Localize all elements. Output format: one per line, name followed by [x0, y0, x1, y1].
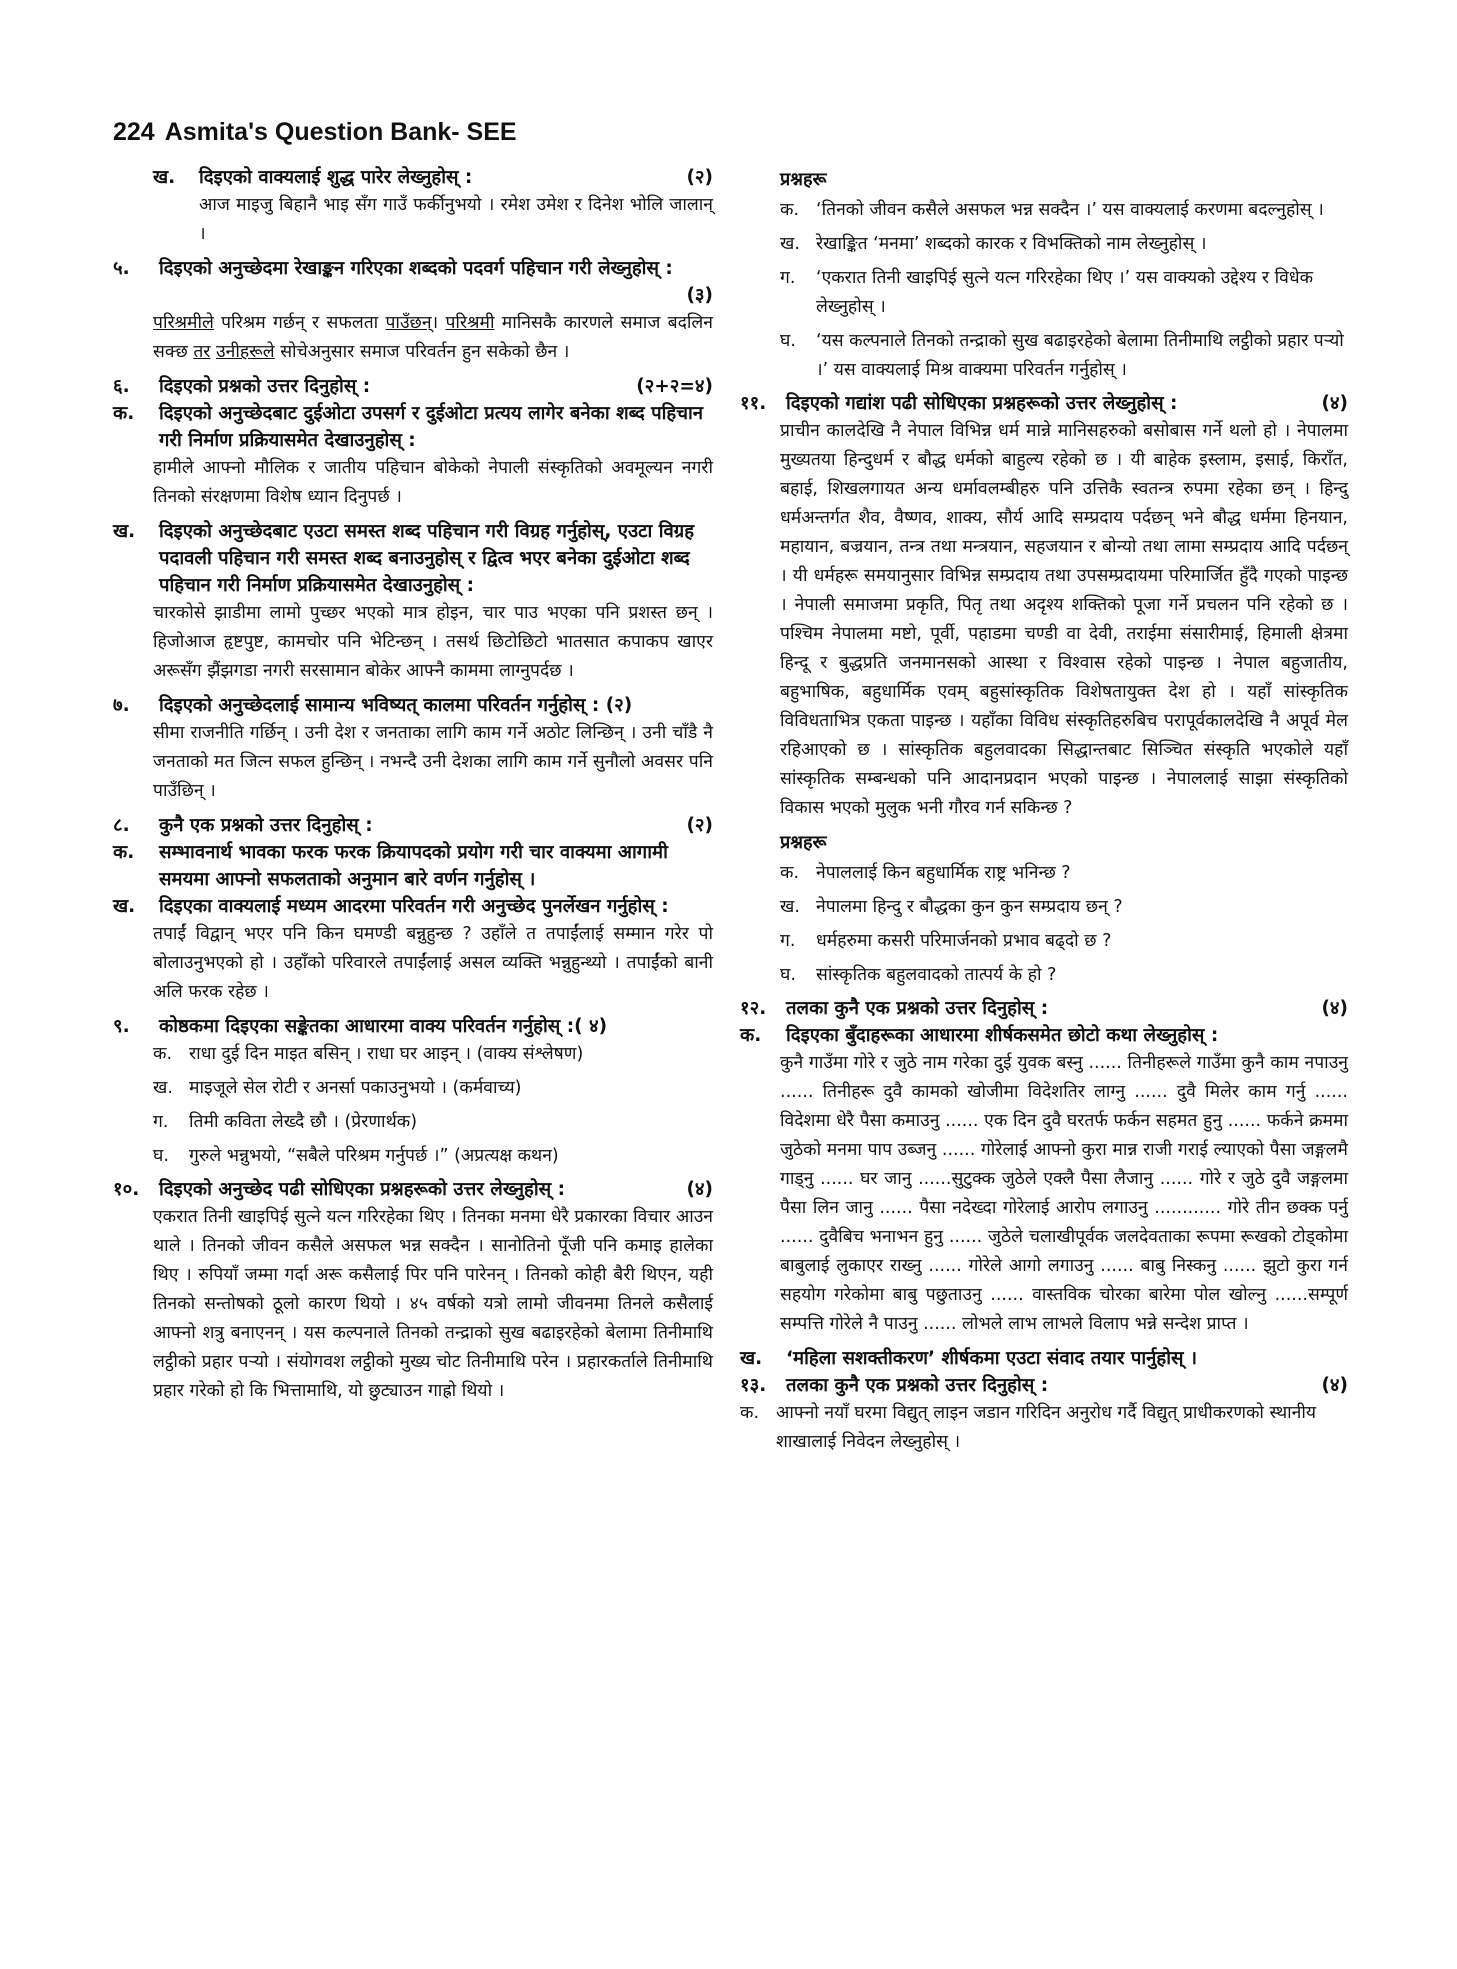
passage: सीमा राजनीति गर्छिन् । उनी देश र जनताका लागि काम गर्ने अठोट लिन्छिन् । उनी चाँडै नै जनताको मत जित्न सफल हुन्छिन् । नभन्दै उनी देशका लागि काम गर्ने सुनौलो अवसर पनि पाउँछिन् । — [153, 723, 713, 801]
list-item — [740, 264, 1348, 322]
question-10 — [113, 1176, 713, 1203]
question-number: क. — [113, 842, 135, 863]
question-number: ८. — [113, 815, 130, 836]
question-text: दिइएको अनुच्छेद पढी सोधिएका प्रश्नहरूको उत्तर लेख्नुहोस् : — [159, 1179, 566, 1200]
question-8-ka — [113, 839, 713, 893]
question-6-kha — [113, 518, 713, 599]
question-text: सम्भावनार्थ भावका फरक फरक क्रियापदको प्रयोग गरी चार वाक्यमा आगामी समयमा आफ्नो सफलताको अनुमान बारे वर्णन गर्नुहोस् । — [159, 842, 668, 890]
question-number: क. — [113, 403, 135, 424]
item-label: घ. — [153, 1146, 169, 1166]
list-item — [113, 1074, 713, 1103]
right-column — [740, 164, 1348, 1462]
item-label: ग. — [780, 931, 796, 951]
passage: प्राचीन कालदेखि नै नेपाल विभिन्न धर्म मान्ने मानिसहरुको बसोबास गर्ने थलो हो । नेपालमा मुख्यतया हिन्दुधर्म र बौद्ध धर्मको बाहुल्य रहेको छ । यी बाहेक इस्लाम, इसाई, किराँत, बहाई, शिखलगायत अन्य धर्मावलम्बीहरु पनि उत्तिकै स्वतन्त्र रुपमा रहेका छन् । हिन्दु धर्मअन्तर्गत शैव, वैष्णव, शाक्य, सौर्य आदि सम्प्रदाय पर्दछन् भने बौद्ध धर्ममा हिनयान, महायान, बज्रयान, तन्त्र तथा मन्त्रयान, सहजयान र बोन्यो तथा लामा सम्प्रदाय आदि पर्दछन् । यी धर्महरू समयानुसार विभिन्न सम्प्रदाय तथा उपसम्प्रदायमा परिमार्जित हुँदै गएको पाइन्छ । नेपाली समाजमा प्रकृति, पितृ तथा अदृश्य शक्तिको पूजा गर्ने प्रचलन पनि रहेको छ । पश्चिम नेपालमा मष्टो, पूर्वी, पहाडमा चण्डी वा देवी, तराईमा संसारीमाई, हिमाली क्षेत्रमा हिन्दू र बुद्धप्रति जनमानसको आस्था र विश्वास रहेको पाइन्छ । नेपाल बहुजातीय, बहुभाषिक, बहुधार्मिक एवम् बहुसांस्कृतिक विशेषतायुक्त देश हो । यहाँ सांस्कृतिक विविधताभित्र एकता पाइन्छ । यहाँका विविध संस्कृतिहरुबिच परापूर्वकालदेखि नै अपूर्व मेल रहिआएको छ । सांस्कृतिक बहुलवादका सिद्धान्तबाट सिञ्चित संस्कृति भएकोले यहाँ सांस्कृतिक सम्बन्धको पनि आदानप्रदान भएको पाइन्छ । नेपाललाई साझा संस्कृतिको विकास भएको मुलुक भनी गौरव गर्न सकिन्छ ? — [780, 421, 1348, 818]
question-12-ka — [740, 1022, 1348, 1049]
text-run: परिश्रम गर्छन् र सफलता — [213, 313, 386, 333]
question-text: दिइएको गद्यांश पढी सोधिएका प्रश्नहरूको उत्तर लेख्नुहोस् : — [786, 393, 1178, 414]
question-6 — [113, 373, 713, 400]
underlined-word: परिश्रमी — [445, 313, 495, 333]
question-8 — [113, 812, 713, 839]
list-item — [113, 1040, 713, 1069]
book-title: Asmita's Question Bank- SEE — [164, 118, 517, 146]
item-label: ख. — [780, 897, 800, 917]
passage: आज माइजु बिहानै भाइ सँग गाउँ फर्कीनुभयो । रमेश उमेश र दिनेश भोलि जालान् । — [199, 195, 713, 244]
question-number: ख. — [153, 167, 176, 188]
page-header — [113, 118, 517, 147]
item-text: राधा दुई दिन माइत बसिन् । राधा घर आइन् । (वाक्य संश्लेषण) — [189, 1044, 584, 1064]
question-9 — [113, 1013, 713, 1040]
item-text: नेपाललाई किन बहुधार्मिक राष्ट्र भनिन्छ ? — [816, 863, 1071, 883]
question-13 — [740, 1372, 1348, 1399]
question-8-kha — [113, 893, 713, 920]
item-text: आफ्नो नयाँ घरमा विद्युत् लाइन जडान गरिदिन अनुरोध गर्दै विद्युत् प्राधीकरणको स्थानीय शाखालाई निवेदन लेख्नुहोस् । — [776, 1403, 1317, 1452]
question-number: क. — [740, 1025, 762, 1046]
question-5-marks-row — [113, 282, 713, 309]
item-label: क. — [153, 1044, 173, 1064]
question-marks: (४) — [1321, 998, 1348, 1019]
question-text: दिइएको अनुच्छेदबाट दुईओटा उपसर्ग र दुईओटा प्रत्यय लागेर बनेका शब्द पहिचान गरी निर्माण प्रक्रियासमेत देखाउनुहोस् : — [159, 403, 704, 451]
question-number: १३. — [740, 1375, 767, 1396]
question-number: ख. — [113, 896, 136, 917]
question-number: ९. — [113, 1016, 130, 1037]
list-item — [740, 327, 1348, 385]
list-item — [740, 927, 1348, 956]
item-label: क. — [780, 200, 800, 220]
item-label: घ. — [780, 331, 796, 351]
question-number: ६. — [113, 376, 130, 397]
question-text: दिइएको वाक्यलाई शुद्ध पारेर लेख्नुहोस् : — [199, 167, 473, 188]
underlined-word: तर — [193, 342, 211, 362]
passage: हामीले आफ्नो मौलिक र जातीय पहिचान बोकेको नेपाली संस्कृतिको अवमूल्यन नगरी तिनको संरक्षणमा विशेष ध्यान दिनुपर्छ । — [153, 458, 713, 507]
list-item — [113, 1142, 713, 1171]
item-text: ‘एकरात तिनी खाइपिई सुत्ने यत्न गरिरहेका थिए ।’ यस वाक्यको उद्देश्य र विधेक लेख्नुहोस् । — [816, 268, 1314, 317]
question-number: ५. — [113, 258, 130, 279]
question-marks: (३) — [686, 285, 713, 306]
left-column — [113, 164, 713, 1412]
question-text: दिइएका बुँदाहरूका आधारमा शीर्षकसमेत छोटो कथा लेख्नुहोस् : — [786, 1025, 1219, 1046]
questions-label: प्रश्नहरू — [780, 832, 827, 853]
question-marks: (२) — [686, 815, 713, 836]
item-label: क. — [740, 1403, 760, 1423]
question-text: दिइएको अनुच्छेदबाट एउटा समस्त शब्द पहिचान गरी विग्रह गर्नुहोस्, एउटा विग्रह पदावली पहिचान गरी समस्त शब्द बनाउनुहोस् र द्वित्व भएर बनेका दुईओटा शब्द पहिचान गरी निर्माण प्रक्रियासमेत देखाउनुहोस् : — [159, 521, 695, 596]
item-text: ‘तिनको जीवन कसैले असफल भन्न सक्दैन ।’ यस वाक्यलाई करणमा बदल्नुहोस् । — [816, 200, 1324, 220]
passage: तपाईं विद्वान् भएर पनि किन घमण्डी बन्नुहुन्छ ? उहाँले त तपाईंलाई सम्मान गरेर पो बोलाउनुभएको हो । उहाँको परिवारले तपाईंलाई असल व्यक्ति भन्नुहुन्थ्यो । तपाईंको बानी अलि फरक रहेछ । — [153, 924, 713, 1002]
question-text: दिइएको अनुच्छेदलाई सामान्य भविष्यत् कालमा परिवर्तन गर्नुहोस् : (२) — [159, 695, 633, 716]
list-item — [740, 1399, 1348, 1457]
item-text: माइजूले सेल रोटी र अनर्सा पकाउनुभयो । (कर्मवाच्य) — [189, 1078, 522, 1098]
question-number: ख. — [740, 1348, 763, 1369]
page-number: 224 — [113, 118, 155, 146]
item-label: ख. — [153, 1078, 173, 1098]
list-item — [113, 1108, 713, 1137]
item-text: तिमी कविता लेख्दै छौ । (प्रेरणार्थक) — [189, 1112, 418, 1132]
question-12 — [740, 995, 1348, 1022]
question-number: ख. — [113, 521, 136, 542]
question-marks: (४) — [686, 1179, 713, 1200]
question-text: दिइएको अनुच्छेदमा रेखाङ्कन गरिएका शब्दको पदवर्ग पहिचान गरी लेख्नुहोस् : — [159, 258, 673, 279]
text-run: मानिसकै कारणले समाज बदलिन सक्छ — [153, 313, 713, 362]
item-label: घ. — [780, 965, 796, 985]
item-label: ग. — [780, 268, 796, 288]
question-text: कोष्ठकमा दिइएका सङ्केतका आधारमा वाक्य परिवर्तन गर्नुहोस् :( ४) — [159, 1016, 608, 1037]
passage-underlined — [113, 309, 713, 367]
list-item — [740, 893, 1348, 922]
item-text: धर्महरुमा कसरी परिमार्जनको प्रभाव बढ्दो छ ? — [816, 931, 1112, 951]
question-text: दिइएका वाक्यलाई मध्यम आदरमा परिवर्तन गरी अनुच्छेद पुनर्लेखन गर्नुहोस् : — [159, 896, 669, 917]
story-points: कुनै गाउँमा गोरे र जुठे नाम गरेका दुई युवक बस्नु ...... तिनीहरूले गाउँमा कुनै काम नपाउनु ...... तिनीहरू दुवै कामको खोजीमा विदेशतिर लाग्नु ...... दुवै मिलेर काम गर्नु ...... विदेशमा धेरै पैसा कमाउनु ...... एक दिन दुवै घरतर्फ फर्कन सहमत हुनु ...... फर्कने क्रममा जुठेको मनमा पाप उब्जनु ...... गोरेलाई आफ्नो कुरा मान्न राजी गराई ल्याएको पैसा जङ्गलमै गाड्नु ...... घर जानु ......सुटुक्क जुठेले एक्लै पैसा लैजानु ...... गोरे र जुठे दुवै जङ्गलमा पैसा लिन जानु ...... पैसा नदेख्दा गोरेलाई आरोप लगाउनु ............ गोरे तीन छक्क पर्नु ...... दुवैबिच भनाभन हुनु ...... जुठेले चलाखीपूर्वक जलदेवताका रूपमा रूखको टोड्कोमा बाबुलाई लुकाएर राख्नु ...... गोरेले आगो लगाउनु ...... बाबु निस्कनु ...... झुटो कुरा गर्न सहयोग गरेकोमा बाबु पछुताउनु ...... वास्तविक चोरका बारेमा पोल खोल्नु ......सम्पूर्ण सम्पत्ति गोरेले नै पाउनु ...... लोभले लाभ लाभले विलाप भन्ने सन्देश प्राप्त । — [780, 1053, 1348, 1334]
question-number: ७. — [113, 695, 130, 716]
question-marks: (४) — [1321, 393, 1348, 414]
item-label: ग. — [153, 1112, 169, 1132]
list-item — [740, 230, 1348, 259]
list-item — [740, 961, 1348, 990]
text-run: । — [431, 313, 446, 333]
question-text: तलका कुनै एक प्रश्नको उत्तर दिनुहोस् : — [786, 1375, 1049, 1396]
question-11 — [740, 390, 1348, 417]
question-number: ११. — [740, 393, 767, 414]
question-6-ka — [113, 400, 713, 454]
item-label: ख. — [780, 234, 800, 254]
list-item — [740, 859, 1348, 888]
question-number: १२. — [740, 998, 767, 1019]
question-text: कुनै एक प्रश्नको उत्तर दिनुहोस् : — [159, 815, 373, 836]
question-5 — [113, 255, 713, 282]
question-marks: (२+२=४) — [636, 376, 713, 397]
question-text: दिइएको प्रश्नको उत्तर दिनुहोस् : — [159, 376, 371, 397]
question-marks: (२) — [686, 167, 713, 188]
question-number: १०. — [113, 1179, 140, 1200]
item-label: क. — [780, 863, 800, 883]
underlined-word: पाउँछन् — [385, 313, 432, 333]
list-item — [740, 196, 1348, 225]
question-12-kha — [740, 1345, 1348, 1372]
question-text: तलका कुनै एक प्रश्नको उत्तर दिनुहोस् : — [786, 998, 1049, 1019]
passage: एकरात तिनी खाइपिई सुत्ने यत्न गरिरहेका थिए । तिनका मनमा धेरै प्रकारका विचार आउन थाले । तिनको जीवन कसैले असफल भन्न सक्दैन । सानोतिनो पूँजी पनि कमाइ हालेका थिए । रुपियाँ जम्मा गर्दा अरू कसैलाई पिर पनि पारेनन् । तिनको कोही बैरी थिएन, यही तिनको सन्तोषको ठूलो कारण थियो । ४५ वर्षको यत्रो लामो जीवनमा तिनले कसैलाई आफ्नो शत्रु बनाएनन् । यस कल्पनाले तिनको तन्द्राको सुख बढाइरहेको बेलामा तिनीमाथि लट्ठीको प्रहार पऱ्यो । संयोगवश लट्ठीको मुख्य चोट तिनीमाथि परेन । प्रहारकर्ताले तिनीमाथि प्रहार गरेको हो कि भित्तामाथि, यो छुट्याउन गाह्रो थियो । — [153, 1207, 713, 1401]
item-text: सांस्कृतिक बहुलवादको तात्पर्य के हो ? — [816, 965, 1057, 985]
item-text: गुरुले भन्नुभयो, “सबैले परिश्रम गर्नुपर्छ ।” (अप्रत्यक्ष कथन) — [189, 1146, 559, 1166]
passage: चारकोसे झाडीमा लामो पुच्छर भएको मात्र होइन, चार पाउ भएका पनि प्रशस्त छन् । हिजोआज हृष्टपुष्ट, कामचोर पनि भेटिन्छन् । तसर्थ छिटोछिटो भातसात कपाकप खाएर अरूसँग झैंझगडा नगरी सरसामान बोकेर आफ्नै काममा लाग्नुपर्दछ । — [153, 603, 713, 681]
text-run: सोचेअनुसार समाज परिवर्तन हुन सकेको छैन । — [274, 342, 570, 362]
underlined-word: परिश्रमीले — [153, 313, 214, 333]
question-7 — [113, 692, 713, 719]
underlined-word: उनीहरूले — [216, 342, 275, 362]
questions-label: प्रश्नहरू — [780, 169, 827, 190]
item-text: रेखाङ्कित ‘मनमा’ शब्दको कारक र विभक्तिको नाम लेख्नुहोस् । — [816, 234, 1207, 254]
item-text: ‘यस कल्पनाले तिनको तन्द्राको सुख बढाइरहेको बेलामा तिनीमाथि लट्ठीको प्रहार पऱ्यो ।’ यस वाक्यलाई मिश्र वाक्यमा परिवर्तन गर्नुहोस् । — [816, 331, 1344, 380]
question-text: ‘महिला सशक्तीकरण’ शीर्षकमा एउटा संवाद तयार पार्नुहोस् । — [786, 1348, 1197, 1369]
question-marks: (४) — [1321, 1375, 1348, 1396]
item-text: नेपालमा हिन्दु र बौद्धका कुन कुन सम्प्रदाय छन् ? — [816, 897, 1123, 917]
question-4-kha — [113, 164, 713, 191]
